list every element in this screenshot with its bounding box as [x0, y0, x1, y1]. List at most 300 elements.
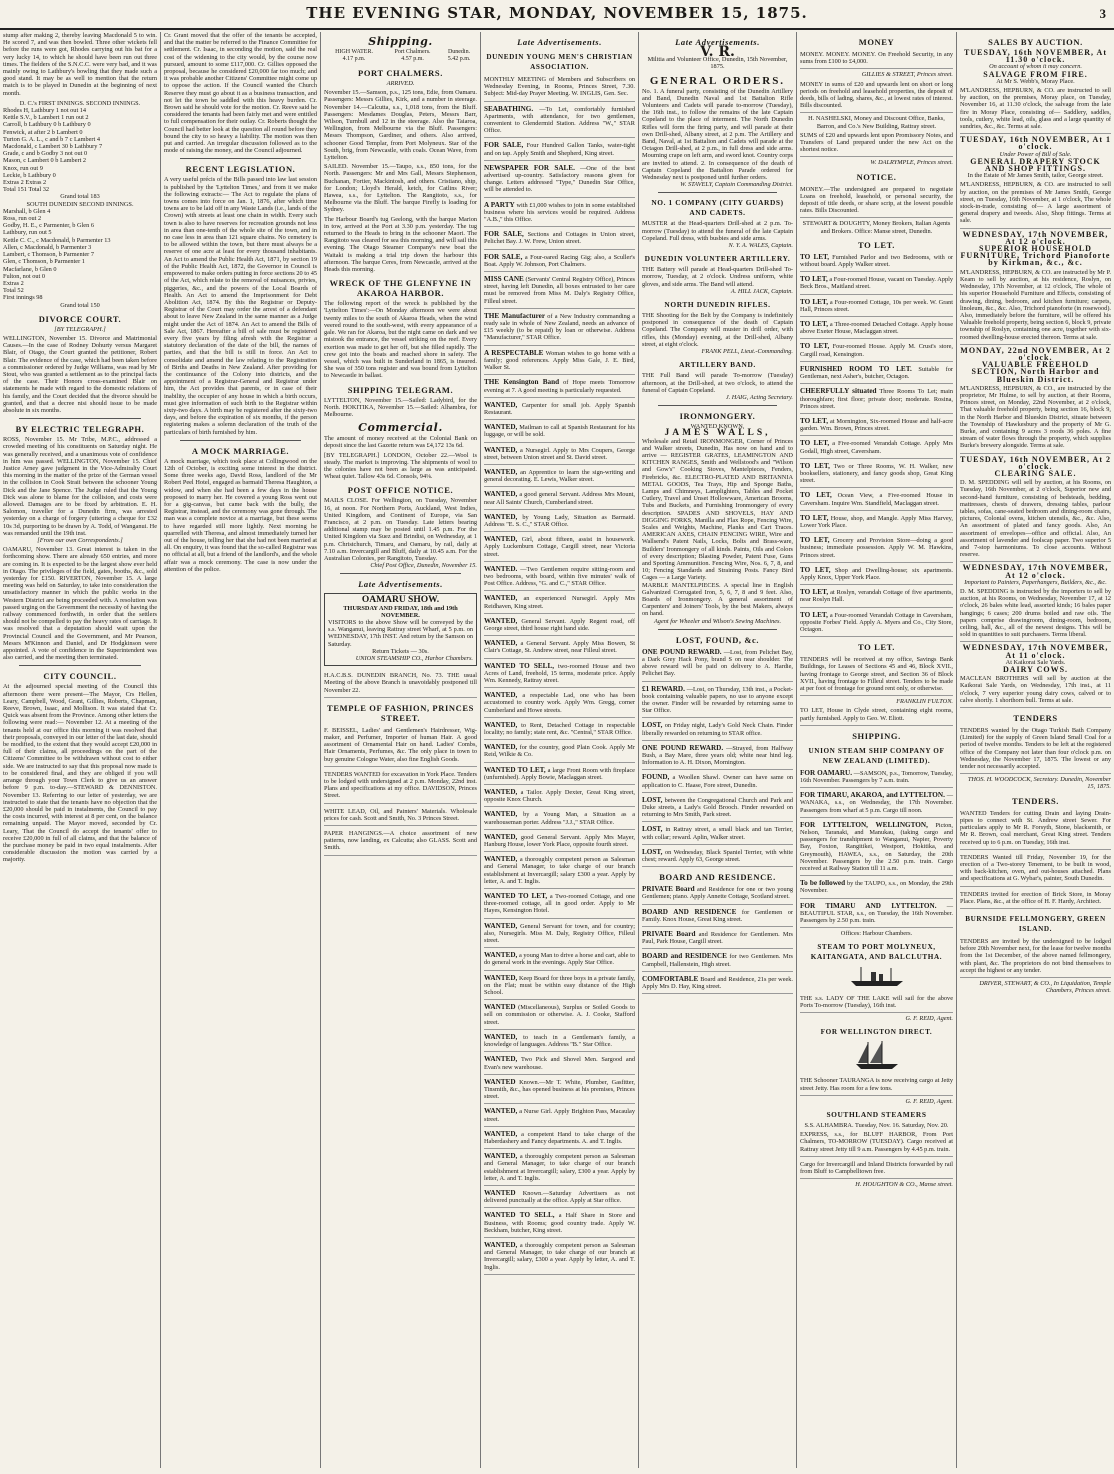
- classified-ad-lead: FOR SALE,: [484, 230, 524, 239]
- classified-ad-text: a Nursegirl. Apply to Mrs Coupers, George street, between Union street and St. David street.: [484, 446, 636, 461]
- classified-ad: [484, 661, 635, 689]
- classified-ad-lead: WANTED,: [484, 921, 518, 930]
- classified-ad-lead: WANTED: [484, 1188, 516, 1197]
- score-grand-total: Grand total 183: [60, 193, 100, 201]
- board-residence-ad: [642, 929, 793, 949]
- classified-ad: [484, 534, 635, 562]
- volunteer-artillery-body: THE Battery will parade at Head-quarters Drill-shed To-morrow, Tuesday, at 2 o'clock. Undress uniform, white gloves, and side arms. The Band will attend.: [642, 266, 793, 288]
- ymca-body: MONTHLY MEETING of Members and Subscribers on Wednesday Evening, in Rooms, Princes Street, 7.30. Subject: Mid-day Prayer Meeting. W. INGLIS, Gen. Sec.: [484, 74, 635, 102]
- dcc-score-list: [3, 208, 157, 302]
- to-let-ad: [800, 438, 953, 458]
- board-residence-ad-lead: BOARD AND RESIDENCE: [642, 907, 737, 916]
- lost-found-ad-lead: FOUND,: [642, 773, 670, 782]
- auction-3-date: WEDNESDAY, 17th NOVEMBER, At 12 o'clock.: [962, 229, 1109, 246]
- auction-2-location: In the Estate of Mr James Smith, tailor, George street.: [967, 172, 1104, 180]
- board-residence-ad-text: for two Gentlemen. Mrs Campbell, Hallenstein, High street.: [642, 953, 794, 968]
- classified-ad-lead: WANTED TO LET,: [484, 892, 548, 901]
- classified-ad-text: Keep Board for three boys in a private family, on the Flat; must be within easy distance of the High School.: [484, 974, 636, 997]
- mock-marriage-heading: A MOCK MARRIAGE.: [191, 445, 290, 456]
- classified-ad-text: by a Young Man, a Situation as a warehouseman porter. Address "J.J.," STAR Office.: [484, 811, 635, 826]
- classified-ad: [484, 1129, 635, 1149]
- tide-col-2: Port Chalmers.: [394, 49, 431, 55]
- sales-by-auction-heading: SALES BY AUCTION.: [988, 37, 1083, 47]
- union-sailings-list: [800, 768, 953, 928]
- board-residence-ad: [642, 951, 793, 971]
- board-residence-ad: [642, 974, 793, 994]
- burnside-body: TENDERS are invited by the undersigned to be lodged before 20th November next, for the lease for twelve months from the 1st December, of the above named fellmongery, with plant, &c. The proprietors do not bind themselves to accept the highest or any tender.: [960, 936, 1111, 978]
- to-let-ad-lead: TO LET,: [800, 439, 830, 448]
- classified-ad: [484, 467, 635, 487]
- arrived-body: November 15.—Samson, p.s., 125 tons, Edie, from Oamaru. Passengers: Messrs Gillies, Kirk, and a number in steerage. November 14.—Calcutta, s.s., 1,018 tons, from the Bluff. Passengers: Mesdames Douglas, Peters, Messrs Barr, Wilson, Turnbull and 12 in the steerage. Also the Taiaroa, Wellington, from Melbourne via the Bluff. Passengers: Messrs Thompson, Gardiner, and others. Also arrived, schooner Good Templar, from Port Molyneux. Star of the South, brig, from Newcastle, with coals. Ocean Wave, from Lyttelton.: [324, 89, 477, 162]
- notice-heading: NOTICE.: [856, 171, 897, 182]
- lost-found-ad-text: on Wednesday, Black Spaniel Terrier, with white chest; reward. Apply 63, George street.: [642, 848, 794, 864]
- classified-ad-lead: WANTED,: [484, 616, 518, 625]
- classified-ad: [484, 400, 635, 420]
- artillery-band-heading: ARTILLERY BAND.: [679, 360, 756, 370]
- correspondents-note: [From our own Correspondents.]: [37, 537, 123, 544]
- divorce-body: WELLINGTON, November 15. Divorce and Matrimonial Causes.—In the case of Rodney Dohurty versus Margaret Blair, of Otago, the Court granted the petitioner, Robert Blair. The evidence of the case, which had been taken before a commissioner ordered by Judge Williams, was read by Mr Stout, who was granted a settlement as to the principal facts of the case. Their Honors cross-examined Blair on statements he made with regard to the domestic relations of his family, and the Court decided that the divorce should be granted, and that a decree nisi should issue to be made absolute in six months.: [3, 334, 157, 414]
- auction-3-body: M'LANDRESS, HEPBURN, & CO. are instructed by Mr P. Keam to sell by auction, at his residence, Roslyn, on Wednesday, 17th November, at 12 o'clock, The whole of his superior Household Furniture and Effects, consisting of drawing, dining, bedroom, and kitchen furniture; carpets, linoleum, &c., &c. Also, Trichord pianoforte (in rosewood). Also, immediately before the furniture, will be offered his Valuable freehold property, being section 6, block 9, private township of Roslyn, containing one acre, together with six-roomed dwelling-house erected thereon. Terms at sale.: [960, 267, 1111, 345]
- artillery-band-body: THE Full Band will parade To-morrow (Tuesday) afternoon, at the Drill-shed, at two o'clock, to attend the funeral of Captain Copeland.: [642, 372, 793, 394]
- southland-steamers-heading: SOUTHLAND STEAMERS: [826, 1110, 927, 1120]
- money-heading: MONEY: [858, 37, 895, 47]
- lost-found-ad-text: between the Congregational Church and Park and Duke streets, a Lady's Gold Brooch. Finder rewarded on returning to Mrs Smith, Park street.: [642, 796, 794, 819]
- militia-office-line: Militia and Volunteer Office, Dunedin, 15th November, 1875.: [647, 56, 788, 71]
- classified-ad-lead: WANTED,: [484, 720, 518, 729]
- union-sailing-ad-lead: To be followed: [800, 879, 846, 888]
- to-let-ad-text: Two or Three Rooms, W. H. Walker, new booksellers, stationery, and fancy goods shop, Great King street.: [800, 462, 953, 485]
- classified-ad-lead: WANTED,: [484, 855, 518, 864]
- temple-fashion-body: F. BEISSEL, Ladies' and Gentlemen's Hairdresser, Wig-maker, and Perfumer, Importer of human Hair. A good assortment of Ornamental Hair on hand. Ladies' Combs, Hair Ornaments, Perfumes, &c. The only place in town to buy genuine Cologne Water, also fine English Goods.: [324, 725, 477, 767]
- classified-ad-text: of Hope meets Tomorrow evening at 7. A good meeting is particularly requested.: [484, 379, 635, 394]
- to-let-ad-lead: TO LET,: [800, 342, 830, 351]
- harbour-notes: The Harbour Board's tug Geelong, with the barque Marion in tow, arrived at the Port at 3.30 p.m. yesterday. The tug returned to the Heads to bring in the schooner Maori. The Rangitoto was cleared for sea this morning, and will sail this evening. The Otago Steamer Company's new boat the Waitaki is making a trial trip down the harbour this afternoon. The barque Ceres, from Newcastle, arrived at the Heads this morning.: [324, 215, 477, 274]
- score-row: Extras 2 Extras 2: [3, 179, 47, 187]
- classified-ad-text: General Servant. Apply Regent road, off George street, third house right hand side.: [484, 617, 635, 632]
- volunteer-artillery-signature: A. HILL JACK, Captain.: [730, 287, 793, 295]
- classified-ad-text: Sections and Cottages in Union street, Pelichet Bay. J. W. Frew, Union street.: [484, 231, 636, 246]
- dcc-score-row: Allen, c Macdonald, b Parmenter 3: [3, 243, 92, 251]
- temple-fashion-heading: TEMPLE OF FASHION, PRINCES STREET.: [327, 702, 474, 723]
- classified-ad-lead: WANTED,: [484, 467, 518, 476]
- classified-ad-text: a Half Share in Store and Business, with Rooms; good country trade. Apply W. Beckham, butcher, King street.: [484, 1212, 635, 1234]
- to-let-ad-lead: TO LET,: [800, 252, 830, 261]
- classified-ad: [484, 854, 635, 889]
- auction-2-body: M'LANDRESS, HEPBURN, & CO. are instructed to sell by auction, on the premises of Mr James Smith, George street, on Tuesday, 16th November, at 1 o'clock, The whole stock-in-trade, consisting of— A large assortment of general drapery and tweeds. Also, Shop fittings. Terms at sale.: [960, 179, 1111, 228]
- classified-ad-text: to teach in a Gentleman's family, a knowledge of languages. Address "B." Star Office.: [484, 1033, 636, 1049]
- classified-ad-text: with £1,000 wishes to join in some established business where his services would be required. Address "A.B.," this Office.: [484, 201, 636, 224]
- city-guards-body: MUSTER at the Head-quarters Drill-shed at 2 p.m. To-morrow (Tuesday) to attend the funeral of the late Captain Copeland. Full dress, with busbies and side arms.: [642, 220, 793, 242]
- dalrymple-signature: W. DALRYMPLE, Princes street.: [870, 159, 953, 167]
- divider: [180, 440, 301, 441]
- auction-4-heading: VALUABLE FREEHOLD SECTION, North Harbor and Blueskin District.: [971, 360, 1100, 384]
- column-1: [0, 32, 160, 1468]
- classified-ad-lead: WANTED,: [484, 490, 518, 499]
- classified-ad-lead: WANTED,: [484, 594, 518, 603]
- classified-ad-lead: WANTED,: [484, 951, 518, 960]
- auction-1-location: At Mr S. Webb's, Moray Place.: [996, 77, 1075, 85]
- column-5: [638, 32, 796, 1468]
- classified-ad-text: a Two-roomed Cottage, and one three-roomed cottage, all in good order. Apply to Mr Hayes, Kensington Hotel.: [484, 893, 635, 915]
- board-residence-ad-lead: PRIVATE Board: [642, 885, 695, 894]
- column-3: [320, 32, 480, 1468]
- score-list: [3, 107, 157, 193]
- to-let-ad: [800, 386, 953, 414]
- shipping-telegram-body: LYTTELTON, November 15.—Sailed: Ladybird, for the North. HOKITIKA, November 15.—Sailed: Alhambra, for Melbourne.: [324, 396, 477, 418]
- to-let-ad-text: at Roslyn, verandah Cottage of five apartments, near Roslyn Hall.: [800, 589, 953, 604]
- north-dunedin-rifles-body: THE Shooting for the Belt by the Company is indefinitely postponed in consequence of the death of Captain Copeland. The Company will muster in drill order, with rifles, this (Monday) evening, at the Drill-shed, Albany street, at eight o'clock.: [642, 312, 793, 348]
- classified-ad-lead: A PARTY: [484, 200, 515, 209]
- cargo-note: Cargo for Invercargill and Inland Districts forwarded by rail from Bluff to Campbelltown free.: [800, 1159, 953, 1179]
- classified-ad-lead: WANTED,: [484, 1129, 518, 1138]
- auction-7-body: MACLEAN BROTHERS will sell by auction at the Kaikorai Sale Yards, on Wednesday, 17th inst., at 11 o'clock, 7 very superior young dairy cows, calved or to calve shortly. 1 shorthorn bull. Terms at sale.: [960, 673, 1111, 708]
- express-ad: EXPRESS, s.s., for BLUFF HARBOR, From Port Chalmers, TO-MORROW (TUESDAY). Cargo received at Rattray street Jetty till 9 a.m. Passengers by 4.45 p.m. train.: [800, 1129, 953, 1157]
- auction-7-location: At Kaikorai Sale Yards.: [1005, 658, 1066, 666]
- to-let-ad-lead: CHEERFULLY situated: [800, 387, 877, 396]
- classified-ad-text: by Young Lady, Situation as Barmaid. Address "E. S. C.," STAR Office.: [484, 513, 635, 528]
- classified-ad: [484, 787, 635, 807]
- to-let-ad-text: a Four-roomed House, vacant on Tuesday. Apply Beck Bros., Maitland street.: [800, 276, 953, 291]
- classified-ad-text: a thoroughly competent person as Salesman and General Manager, to take charge of our branch at Invercargill; salary, £300 a year. Apply by letter, A. and T. Inglis.: [484, 1241, 635, 1271]
- board-residence-ad-lead: PRIVATE Board: [642, 930, 696, 939]
- classified-ad: [484, 1106, 635, 1126]
- to-let-ad: [800, 341, 953, 361]
- to-let-ad-text: at Mornington, Six-roomed House and half-acre garden. Wm. Brown, Princes street.: [800, 417, 954, 433]
- classified-ad-lead: WANTED,: [484, 535, 518, 544]
- divorce-court-heading: DIVORCE COURT.: [38, 313, 122, 324]
- james-walls-agent: Agent for Wheeler and Wilson's Sewing Machines.: [653, 617, 782, 625]
- lost-found-ad-text: —Lost, on Thursday, 13th inst., a Pocket-book containing valuable papers, no use to anyone except the owner. Finder will be rewarded by returning same to Star Office.: [642, 685, 794, 715]
- to-let-ad-text: House, shop, and Mangle. Apply Miss Harvey, Lower York Place.: [800, 514, 953, 529]
- lost-found-heading: LOST, FOUND, &c.: [675, 634, 760, 645]
- lost-found-ad: [642, 772, 793, 792]
- city-guards-heading: NO. 1 COMPANY (CITY GUARDS) AND CADETS.: [651, 198, 784, 218]
- classified-ad-text: a Four-oared Racing Gig; also, a Sculler's Boat. Apply W. Johnson, Port Chalmers.: [484, 253, 636, 268]
- score-row: Total 151 Total 32: [3, 186, 50, 194]
- general-orders-body: No. 1. A funeral party, consisting of the Dunedin Artillery and Band, Dunedin Naval and 1st Battalion Rifle Volunteers and Cadets will parade to-morrow (Tuesday), the 16th inst., to follow the remains of the late Captain Copeland to the place of interment. The North Dunedin Rifles will form the firing party, and will parade at their own Drill-shed, Albany street, at 2 p.m. The Artillery and Band, Naval, at 1st Battalion and Cadets will parade at the Octagon Drill-shed, at 2 p.m., in full dress and side arms. Mourning crape on left arm, and sword knot. Country corps are invited to attend. 2. In consequence of the death of Captain Copeland the Battalion Parade ordered for Wednesday next is postponed until further orders.: [642, 87, 793, 182]
- clyde-street-ad: TO LET, House in Clyde street, containing eight rooms, partly furnished. Apply to Geo. W. Eliott.: [800, 705, 953, 725]
- tide-val-1: 4.17 p.m.: [342, 56, 366, 62]
- classified-ad: [484, 422, 635, 442]
- divider: [19, 665, 141, 666]
- wreck-heading: WRECK OF THE GLENFYNE IN AKAROA HARBOR.: [329, 278, 472, 299]
- classified-ad: [484, 720, 635, 740]
- artillery-band-signature: J. HAIG, Acting Secretary.: [725, 393, 793, 401]
- electric-telegraph-body: ROSS, November 15. Mr Tribe, M.P.C., addressed a crowded meeting of his constituents on Saturday night. He was generally received, and a unanimous vote of confidence in him was passed. WELLINGTON, November 15. Chief Justice Arney gave judgment in the Vice-Admiralty Court this morning in the matter of the prize of the German vessel in the collision in Cook Strait between the schooner Young Dick and the Jane Spence. The Judge ruled that the Young Dick was alone to blame for the collision, and costs were allowed. Damages are to be fixed by arbitration. E. H. Salomon, traveller for a Dunedin firm, was arrested yesterday on a charge of forgery (uttering a cheque for £32 10s 3d, purporting to be drawn by A. Todd, of Wanganui. He was remanded until the 19th inst.: [3, 436, 157, 537]
- show-signature: UNION STEAMSHIP CO., Harbor Chambers.: [355, 655, 473, 662]
- auction-5-body: D. M. SPEDDING will sell by auction, at his Rooms, on Tuesday, 16th November, at 2 o'clock, Superior new and second-hand furniture, consisting of bedsteads, bedding, mattresses, chests of drawers, dressing tables, parlour tables, sofas, cane-seated bedroom and dining-room chairs, pictures, Colonial ovens, kitchen utensils, &c., &c. Also, An assortment of plated and fancy goods. Also, An assortment of envelopes—office and official. Also, An assortment of lavender and foolscap paper. Two superior 5 and 7-stop harmoniums. To close accounts. Without reserve.: [960, 477, 1111, 562]
- fulton-signature: FRANKLIN FULTON.: [896, 698, 953, 706]
- classified-ad: [484, 1077, 635, 1105]
- classified-ad-text: good General Servant. Apply Mrs Mayer, Hanburg House, lower York Place, opposite fourth street.: [484, 833, 636, 849]
- commercial-body: The amount of money received at the Colonial Bank on deposit since the last Gazette return was £4,172 13s 6d.: [324, 435, 477, 450]
- union-sailing-ad-text: by the TAUPO, s.s., on Monday, the 29th November.: [800, 880, 954, 895]
- lost-found-list: [642, 647, 793, 867]
- tenders-heading-2: TENDERS.: [1011, 795, 1060, 806]
- post-office-body: MAILS CLOSE. For Wellington, on Tuesday, November 16, at noon. For Northern Ports, Auckland, West Indies, United Kingdom, and Continent of Europe, via San Francisco, at 2 p.m. on Tuesday. Late letters bearing additional stamp may be posted until 1.45 p.m. For the United Kingdom via Suez and Brindisi, on Wednesday, at 1 p.m. Christchurch, Timaru, and Oamaru, by rail, daily at 7.10 a.m. Invercargill and Bluff, daily at 10.45 a.m. For the Australian Colonies, per Rangitoto, Tuesday.: [324, 497, 477, 562]
- dcc-grand-total: Grand total 150: [60, 301, 100, 309]
- board-residence-ad-lead: COMFORTABLE: [642, 974, 699, 983]
- dcc-score-row: First innings 98: [3, 294, 43, 302]
- classified-ad-text: (Servants' Central Registry Office), Princes street, having left Dunedin, all boxes entrusted to her care must be removed from Miss M. Daly's Registry Office, Filleul street.: [484, 276, 636, 305]
- classified-ad: [484, 765, 635, 785]
- classified-ad-text: an experienced Nursegirl. Apply Mrs Reidhaven, King street.: [484, 595, 635, 610]
- classified-ad: [484, 690, 635, 718]
- to-let-ad: [800, 297, 953, 317]
- tender-1-body: TENDERS wanted by the Otago Turkish Bath Company (Limited) for the supply of Green Island Small Coal for a period of twelve months. Tenders to be left at the registered office of the Company not later than four o'clock p.m. on Wednesday, the November 17, 1875. The lowest or any tender not necessarily accepted.: [960, 725, 1111, 774]
- classified-ad-text: a thoroughly competent person as Salesman and General Manager, to take charge of our branch establishment at Invercargill; salary, £300 a year. Apply by letter, A. and T. Inglis.: [484, 1153, 635, 1182]
- union-sailing-ad-lead: FOR TIMARU AND LYTTELTON.: [800, 901, 937, 910]
- score-heading: D. C.'s FIRST INNINGS. SECOND INNINGS.: [19, 99, 141, 107]
- lost-found-ad-lead: LOST,: [642, 721, 663, 730]
- classified-ad-lead: WANTED,: [484, 423, 518, 432]
- union-sailing-ad-text: Picton, Nelson, Taranaki, and Manukau, (taking cargo and passengers for transhipment to Wanganui, Napier, Poverty Bay, Foxton, Rangitikei, Westport, Hokitika, and Greymouth), HAWEA, s.s., on Saturday, the 20th November. Passengers by the 2.50 p.m. train. Cargo received at Railway Station till 11 a.m.: [800, 821, 954, 873]
- recent-legislation-body: A very useful précis of the Bills passed into law last session is published by the 'Lyttelton Times,' and from it we make the following extracts:— The Act to regulate the plans of towns comes into force on Jan. 1, 1876, after which time towns are to be laid off in any Waste Lands (i.e., lands of the Crown) with streets at least one chain in width. Every such town is also to have reserves for recreation grounds not less in area than one-tenth of the whole site of the town, and in no case less in area than 121 square chains. No cemetery is to be allowed within the town, but there must always be a reserve of one acre at least for every thousand inhabitants. An Act to amend the Public Health Act, 1871, by section 19 of the Public Health Act, 1872, the Governor in Council is empowered to make orders putting in force sections 20 to 45 of the Act, which relate to the removal of nuisances, privies, piggeries, &c., and the powers of the Local Boards of Health. An Act to amend the Imprisonment for Debt Abolition Act, 1874. By this the Registrar or Deputy-Registrar of the Court may order the arrest of a defendant about to leave New Zealand in the same manner as a Judge might under the Act of 1874. An Act to amend the Bills of Sale Act, 1867. Hereafter a bill of sale must be registered every five years by filing afresh with the Registrar a statutory declaration of the date of the bill, the names of parties, and that the bill is still in force. An Act to consolidate and amend the law relating to the Registration of Births and Deaths in New Zealand. After providing for the continuance of the Colony into districts, and the appointment of a Registrar-General and Registrar under him, the Act provides that parents, or in case of their inability, the occupier of any house in which a birth occurs, must give information of such birth to the Registrar within sixty-two days. A birth may be registered after the sixty-two days, and before the expiration of six months, if the person registering makes a solemn declaration of the truth of the particulars of birth furnished by him.: [164, 176, 317, 436]
- score-row: Fenwick, at after 2 b Lambert 0: [3, 128, 83, 136]
- classified-ad: [484, 921, 635, 949]
- classified-ad-lead: FOR SALE,: [484, 141, 524, 150]
- classified-ad: [484, 229, 635, 249]
- auction-7-heading: DAIRY COWS.: [1002, 665, 1069, 675]
- auction-1-heading: SALVAGE FROM FIRE.: [983, 69, 1088, 79]
- board-residence-ad-text: and Residence for one or two young Gentlemen; piano. Apply Annette Cottage, Scotland street.: [642, 886, 793, 901]
- paper-hangings-ad: PAPER HANGINGS.—A choice assortment of new patterns, now landing, ex Calcutta; also GLASS. Scott and Smith.: [324, 828, 477, 856]
- score-row: Grade, c and b Godby 3 not out 0: [3, 150, 88, 158]
- tide-val-2: 4.57 p.m.: [401, 56, 424, 62]
- tide-col-3: Dunedin.: [447, 49, 471, 55]
- dcc-score-row: Lathbury, run out 5: [3, 229, 52, 237]
- post-office-heading: POST OFFICE NOTICE.: [347, 485, 454, 496]
- column-6: [796, 32, 956, 1468]
- to-let-ad-text: Furnished Parlor and two Bedrooms, with or without board. Apply Walker street.: [800, 253, 953, 269]
- lost-found-ad-text: in Rattray street, a small black and tan Terrier, with collar; reward. Aplin, Walker street.: [642, 826, 793, 841]
- lost-found-ad-lead: ONE POUND REWARD.: [642, 743, 724, 752]
- to-let-ad: [800, 610, 953, 638]
- divider: [658, 629, 777, 630]
- burnside-heading: BURNSIDE FELLMONGERY, GREEN ISLAND.: [965, 914, 1106, 933]
- board-residence-ad-text: Board and Residence, 21s per week. Apply Mrs D. Hay, King street.: [642, 975, 794, 991]
- lost-found-ad-lead: £1 REWARD.: [642, 684, 685, 693]
- classified-ad-text: of a New Industry commanding a ready sale in whole of New Zealand, needs an advance of £15 weekly (to be repaid) by loan or otherwise. Address "Manufacturer," STAR Office.: [484, 312, 635, 342]
- masthead-title: THE EVENING STAR, MONDAY, NOVEMBER 15, 1875.: [306, 4, 808, 22]
- to-let-ad: [800, 274, 953, 294]
- lost-found-ad: [642, 743, 793, 771]
- classified-ad: [484, 1240, 635, 1275]
- lost-found-ad: [642, 647, 793, 682]
- tenders-heading: TENDERS: [1013, 713, 1058, 724]
- dcc-score-row: Extras 2: [3, 279, 24, 287]
- classified-ad-text: two-roomed House and two Acres of Land, freehold, 15 terms, moderate price. Apply Wm. Kennedy, Rattray street.: [484, 662, 635, 684]
- classified-ad: [484, 377, 635, 397]
- tide-col-1: HIGH WATER.: [335, 49, 373, 55]
- cricket-intro: stump after making 2, thereby leaving Macdonald 5 to win. He scored 7, and was then bowled. Three other wickets fell before the runs were got, Rhodes carrying out his bat for a very lucky 14, to which he should have been run out three times. The fielders of the S.N.C.C. were very bad, and it was mainly owing to Lathbury's bowling that they made such a good stand. It may be as well to mention that the return match is to be played in Dunedin at the beginning of next month.: [3, 32, 157, 97]
- classified-ad-lead: WANTED,: [484, 1107, 518, 1116]
- nashelski-signature: H. NASHELSKI, Money and Discount Office, Banks, Barron, and Co.'s New Building, Rattray street.: [808, 115, 945, 130]
- to-let-ad-lead: TO LET,: [800, 275, 828, 284]
- classified-ad: [484, 140, 635, 160]
- money-ad: MONEY. MONEY. MONEY. On Freehold Security, in any sums from £100 to £4,000.: [800, 49, 953, 69]
- molyneux-signature: G. F. REID, Agent.: [905, 1015, 953, 1023]
- council-continued: Cr. Grant moved that the offer of the tenants be accepted, and that the matter be referred to the Finance Committee for settlement. Cr. Isaac, in seconding the motion, said the real cost of the widening to the city would, by the course now pursued, amount to some £117,000. Cr. Gillies opposed the proposal, because he considered £20,000 far too much; and it was probable another Citizens' Committee might come up to oppose the action. If the Council wanted the Church Reserve they must go about it as a business transaction, and not let the town be saddled with this heavy burden. Cr. Brown said he should vote for the motion. Cr. Reeve said he considered the tenants had been fairly met and were entitled to full compensation for their outlay. Cr. Roberts thought the Council had better look at the question all round before they bound the city to so heavy a liability. The motion was then put and carried. An irregular discussion followed as to the mode of raising the money, and the Council adjourned.: [164, 32, 317, 155]
- classified-ad: [484, 163, 635, 198]
- to-let-ad-text: Three Rooms To Let; main thoroughfare; first floor; private door; moderate. Rosina, Princes street.: [800, 388, 953, 410]
- to-let-list: [800, 252, 953, 637]
- classified-ad-text: an Apprentice to learn the sign-writing and general decorating. E. Lewis, Walker street.: [484, 468, 635, 484]
- classified-ad-lead: WANTED,: [484, 788, 518, 797]
- to-let-ad-lead: FURNISHED ROOM TO LET.: [800, 364, 912, 373]
- to-let-heading: TO LET.: [858, 239, 895, 250]
- classified-ad: [484, 891, 635, 919]
- score-row: Leckie, b Lathbury 0: [3, 171, 56, 179]
- general-orders-heading: GENERAL ORDERS.: [649, 74, 786, 87]
- auction-1-date: TUESDAY, 16th NOVEMBER, At 11.30 o'clock.: [964, 48, 1107, 65]
- to-let-ad-text: Shop and Dwelling-house; six apartments. Apply Knox, Upper York Place.: [800, 566, 954, 581]
- union-steamship-heading: UNION STEAM SHIP COMPANY OF NEW ZEALAND (LIMITED).: [808, 746, 945, 765]
- classified-ad: [484, 973, 635, 1001]
- city-guards-signature: N. Y. A. WALES, Captain.: [728, 242, 793, 250]
- classified-ad-lead: WANTED,: [484, 832, 518, 841]
- classified-ad-lead: WANTED TO SELL,: [484, 1211, 555, 1220]
- north-dunedin-rifles-heading: NORTH DUNEDIN RIFLES.: [664, 300, 771, 310]
- shipping-heading-2: SHIPPING.: [852, 730, 901, 741]
- union-sailing-ad: [800, 878, 953, 898]
- classified-ad-lead: WANTED,: [484, 400, 518, 409]
- classified-ad: [484, 200, 635, 228]
- classified-ad-text: —Two Gentlemen require sitting-room and two bedrooms, with board, within five minutes' walk of Post Office. Address, "G. and C.," STAR Office.: [484, 565, 635, 588]
- divider: [19, 418, 141, 419]
- late-ads-heading-3: Late Advertisements.: [675, 37, 760, 47]
- union-sailing-ad-text: —WANAKA, s.s., on Wednesday, the 17th November. Passengers from wharf at 5 p.m. Cargo till noon.: [800, 792, 953, 814]
- lost-found-ad-text: a Woollen Shawl. Owner can have same on application to C. Haase, Fore street, Dunedin.: [642, 774, 793, 789]
- auction-5-date: TUESDAY, 16th NOVEMBER, At 2 o'clock.: [960, 454, 1111, 471]
- classified-ad: [484, 638, 635, 658]
- wreck-body: The following report of the wreck is published by the 'Lyttelton Times':—On Monday afternoon we were about twenty miles to the south of Akaroa Heads, when the wind veered round to the south-west, with every appearance of a gale. We ran for Akaroa, but the night came on dark and we mistook the entrance, the vessel striking on the reef. Every exertion was made to get her off, but she filled rapidly. The crew got into the boats and reached shore in safety. The vessel, which was built in Sunderland in 1865, is insured. She was of 350 tons register and was bound from Lyttelton to Newcastle in ballast.: [324, 300, 477, 380]
- wellington-direct-body: THE Schooner TAURANGA is now receiving cargo at Jetty street Jetty. Has room for a few tons.: [800, 1075, 953, 1095]
- to-let-ad-lead: TO LET,: [800, 610, 828, 619]
- classified-ad-lead: NEWSPAPER FOR SALE.: [484, 163, 575, 172]
- auction-7-date: WEDNESDAY, 17th NOVEMBER, At 11 o'clock.: [962, 643, 1109, 660]
- classified-ad: [484, 593, 635, 613]
- to-let-ad-lead: TO LET,: [800, 320, 828, 329]
- show-date: THURSDAY AND FRIDAY, 18th and 19th NOVEMBER.: [343, 604, 458, 619]
- classified-ad: [484, 809, 635, 829]
- classified-ad-lead: WANTED,: [484, 1240, 518, 1249]
- classified-ad: [484, 564, 635, 592]
- to-let-tender-body: TENDERS will be received at my office, Savings Bank Buildings, for Leases of Sections 45 and 46, Block XVII., having frontage to George street, and Section 36 of Block XVII., having frontage to Filleul street. Tenders to be made at per foot of frontage for ground rent only, or otherwise.: [800, 654, 953, 696]
- dcc-score-row: Fulton, not out 0: [3, 272, 45, 280]
- classified-ad-text: a Tailor. Apply Dexter, Great King street, opposite Knox Church.: [484, 789, 635, 804]
- classified-ad-text: —One of the best advertised up-country. Satisfactory reasons given for change. Letters addressed "Type," Dunedin Star Office, will be attended to.: [484, 164, 636, 194]
- board-residence-ad: [642, 884, 793, 904]
- late-ads-heading-2: Late Advertisements.: [517, 37, 602, 47]
- to-let-ad-text: a Four-roomed Cottage, 10s per week. W. Grant Hall, Princes street.: [800, 298, 953, 313]
- to-let-ad: [800, 319, 953, 339]
- classified-ad-lead: WANTED TO LET,: [484, 765, 546, 774]
- classified-ad-text: Carpenter for small job. Apply Spanish Restaurant.: [484, 401, 635, 416]
- to-let-ad-lead: TO LET,: [800, 565, 831, 574]
- auction-4-date: MONDAY, 22nd NOVEMBER, At 2 o'clock.: [960, 345, 1111, 362]
- mock-marriage-body: A mock marriage, which took place at Collingwood on the 12th of October, is exciting some interest in the district. Some three weeks ago, David Ross, landlord of the Mr Robert Peel Hotel, engaged as barmaid Theresa Haughton, a widow, and when she had been a few days in the house proposed to marry her. He covered a young Ross went out for a gig-canvas, but came back with the bully, the Registrar, instead, and the ceremony was gone through. The man was a complete novice at a marriage, but these seems to have regarded still more lightly. Next morning he quarrelled with Theresa, and almost immediately turned her out of the house, telling her that she had not been married at all. On enquiry, it was found that the so-called Registrar was no official at all, but a friend of the landlord's, and the whole affair was a mock ceremony. The case is now under the attention of the police.: [164, 457, 317, 573]
- auction-4-body: M'LANDRESS, HEPBURN, & CO., are instructed by the proprietor, Mr Hulme, to sell by auction, at their Rooms, Princes street, on Monday, 22nd November, at 2 o'clock, That valuable freehold property, being section 16, block 9, in the North Harbor and Blueskin District, situate between the Township of Hawkesbury and the property of Mr G. Burke, and containing 9 acres 3 roods 36 poles. A fine stream of water flows through the property, which supplies Burke's brewery alongside. Terms at sale.: [960, 383, 1111, 454]
- classified-ad-lead: WANTED,: [484, 512, 518, 521]
- auction-2-heading: GENERAL DRAPERY STOCK AND SHOP FITTINGS.: [970, 156, 1101, 174]
- classified-ad: [484, 489, 635, 509]
- classified-ad: [484, 1151, 635, 1186]
- classified-ad-lead: WANTED,: [484, 639, 518, 648]
- union-office-line: Offices: Harbour Chambers.: [840, 930, 913, 938]
- score-row: Kettle S.V., b Lambert 1 run out 2: [3, 114, 89, 122]
- molyneux-heading: STEAM TO PORT MOLYNEUX, KAITANGATA, AND BALCLUTHA.: [810, 943, 943, 962]
- to-let-ad: [800, 416, 953, 436]
- masthead: [0, 0, 1114, 30]
- union-sailing-ad-lead: FOR TIMARU, AKAROA, and LYTTELTON.: [800, 791, 945, 800]
- commercial-telegraph: [BY TELEGRAPH.] LONDON, October 22.—Wool is steady. The market is improving. The shipments of wool to the colonies have not been as large as was anticipated. Wheat quiet. Tallow 43s 6d. Consols, 94⅛.: [324, 451, 477, 481]
- classified-ad: [484, 348, 635, 376]
- notice-body: MONEY.—The undersigned are prepared to negotiate Loans on freehold, leasehold, or personal security, the deposit of title deeds, or share scrip, at the lowest possible rates. Bills Discounted.: [800, 184, 953, 219]
- james-walls-extra: MARBLE MANTELPIECES. A special line in English Galvanized Corrugated Iron, 5, 6, 7, 8 and 9 feet. Also, Boards of Ironmongery. A general assortment of Carpenters' and Joiners' Tools, by the best Makers, always on hand.: [642, 581, 793, 618]
- to-let-ad-text: Four-roomed House. Apply M. Crust's store, Cargill road, Kensington.: [800, 343, 954, 358]
- to-let-ad: [800, 587, 953, 607]
- lost-found-ad: [642, 684, 793, 719]
- tender-1-signature: THOS. H. WOODCOCK, Secretary. Dunedin, November 15, 1875.: [967, 776, 1111, 791]
- classified-ad-lead: SEABATHING.: [484, 104, 534, 113]
- classified-ad-text: a Nurse Girl. Apply Brighton Pass, Macaulay street.: [484, 1108, 635, 1123]
- lost-found-ad-text: —Strayed, from Halfway Bush, a Bay Mare, three years old; white near hind leg. Information to A. H. Dixon, Mornington.: [642, 744, 793, 767]
- classified-ad-text: Known.—Mr T. White, Plumber, Gasfitter, Tinsmith, &c., has opened business at his premises, Princes street.: [484, 1078, 635, 1101]
- classified-ad-text: Girl, about fifteen, assist in housework. Apply Luckenburn Cottage, Cargill street, near Victoria street.: [484, 536, 635, 558]
- to-let-ad-lead: TO LET,: [800, 536, 830, 545]
- classified-ad: [484, 1054, 635, 1074]
- show-body: VISITORS to the above Show will be conveyed by the s.s. Wanganui, leaving Rattray street Wharf, at 5 p.m. on WEDNESDAY, 17th INST. And return by the Samson on Saturday.: [328, 618, 473, 648]
- dcc-score-row: Glen, c Thomson, b Parmenter 1: [3, 258, 85, 266]
- shipping-telegram-heading: SHIPPING TELEGRAM.: [347, 384, 454, 395]
- divider: [658, 405, 777, 406]
- correspondents-body: OAMARU, November 13. Great interest is taken in the forthcoming show. There are already 650 entries, and more are coming in. It is expected to be the largest show ever held in Otago. The privileges of the field, gates, booths, &c., sold yesterday for £150. RIVERTON, November 15. A large meeting was held on Saturday, to take into consideration the unsatisfactory manner in which the public works in the Western District are being proceeded with. A resolution was passed urging on the Government the necessity of having the railway commenced forthwith, in order that the settlers should not be compelled to pay the heavy rates of carriage. It was resolved that a deputation should wait upon the Provincial Council and the Government, and Mr Pearson, Messrs M'Kinnon and Daniel, and Dr Hodgkinson were appointed. A vote of confidence in the Superintendent was also carried, and the meeting then terminated.: [3, 546, 157, 662]
- classified-ad-text: a respectable Lad, one who has been accustomed to country work. Apply Wm. Gregg, corner Cumberland and Howe streets.: [484, 692, 636, 714]
- ironmongery-heading: IRONMONGERY.: [679, 411, 756, 422]
- column-2: [160, 32, 320, 1468]
- auction-3-heading: SUPERIOR HOUSEHOLD FURNITURE, Trichord Pianoforte by Kirkman, &c., &c.: [960, 244, 1111, 268]
- classified-ad-text: a large Front Room with fireplace (unfurnished). Apply Bowie, Maclaggan street.: [484, 766, 635, 781]
- tender-3-body: TENDERS Wanted till Friday, November 19, for the erection of a Two-storey Tenement, to be built in wood, with back-kitchen, oven, and out-houses attached. Plans and specifications at G. Wybar's, painter, South Dunedin.: [960, 852, 1111, 887]
- board-residence-heading: BOARD AND RESIDENCE.: [659, 872, 776, 883]
- to-let-ad-text: a Four-roomed Verandah Cottage in Caversham, opposite Forbes' Field. Apply A. Myers and Co., City Store, Octagon.: [800, 611, 953, 633]
- ymca-heading: DUNEDIN YOUNG MEN'S CHRISTIAN ASSOCIATION.: [486, 53, 633, 71]
- southland-steamers-sub: S.S. ALHAMBRA. Tuesday, Nov. 16. Saturday, Nov. 20.: [804, 1122, 949, 1130]
- union-sailing-ad: [800, 901, 953, 929]
- classified-ad-lead: THE Kensington Band: [484, 378, 560, 387]
- city-council-heading: CITY COUNCIL.: [43, 671, 117, 682]
- sailed-body: SAILED. November 15.—Taupo, s.s., 850 tons, for the North. Passengers: Mr and Mrs Gall, Messrs Stephenson, Buchanan, Fortier, Mackintosh, and others. Cristiano, ship, for London; Lloyd's Herald, ketch, for Catlins River; Hawea, s.s., for Lyttelton. The Rangitoto, s.s., for Melbourne via the Bluff. The barque Firefly is loading for Sydney.: [324, 163, 477, 214]
- to-let-ad-lead: TO LET,: [800, 491, 832, 500]
- late-ads-heading: Late Advertisements.: [358, 579, 443, 590]
- union-sailing-ad-text: —BEAUTIFUL STAR, s.s., on Tuesday, the 16th November. Passengers by 2.50 p.m. train.: [800, 902, 953, 925]
- classified-ad-text: a good general Servant. Address Mrs Mount, near All Saints' Church, Cumberland street.: [484, 491, 635, 506]
- page-number: 3: [1099, 6, 1106, 21]
- lost-found-ad: [642, 824, 793, 844]
- classified-ad-lead: THE Manufacturer: [484, 311, 546, 320]
- dcc-score-row: Kettle C. C., c Macdonald, b Parmenter 13: [3, 236, 111, 244]
- schooner-icon: [800, 1040, 953, 1072]
- driver-stewart-signature: DRIVER, STEWART, & CO., In Liquidation, Temple Chambers, Princes street.: [979, 979, 1111, 995]
- classified-ad-lead: WANTED.: [484, 564, 518, 573]
- to-let-ad-text: a Three-roomed Detached Cottage. Apply house above Exeter House, Maclaggan street.: [800, 321, 953, 336]
- arrived-heading: ARRIVED.: [386, 80, 415, 87]
- dcc-score-row: Lambert, c Thomson, b Parmenter 7: [3, 251, 94, 259]
- lost-found-ad: [642, 847, 793, 867]
- classified-ad: [484, 742, 635, 762]
- to-let-ad: [800, 513, 953, 533]
